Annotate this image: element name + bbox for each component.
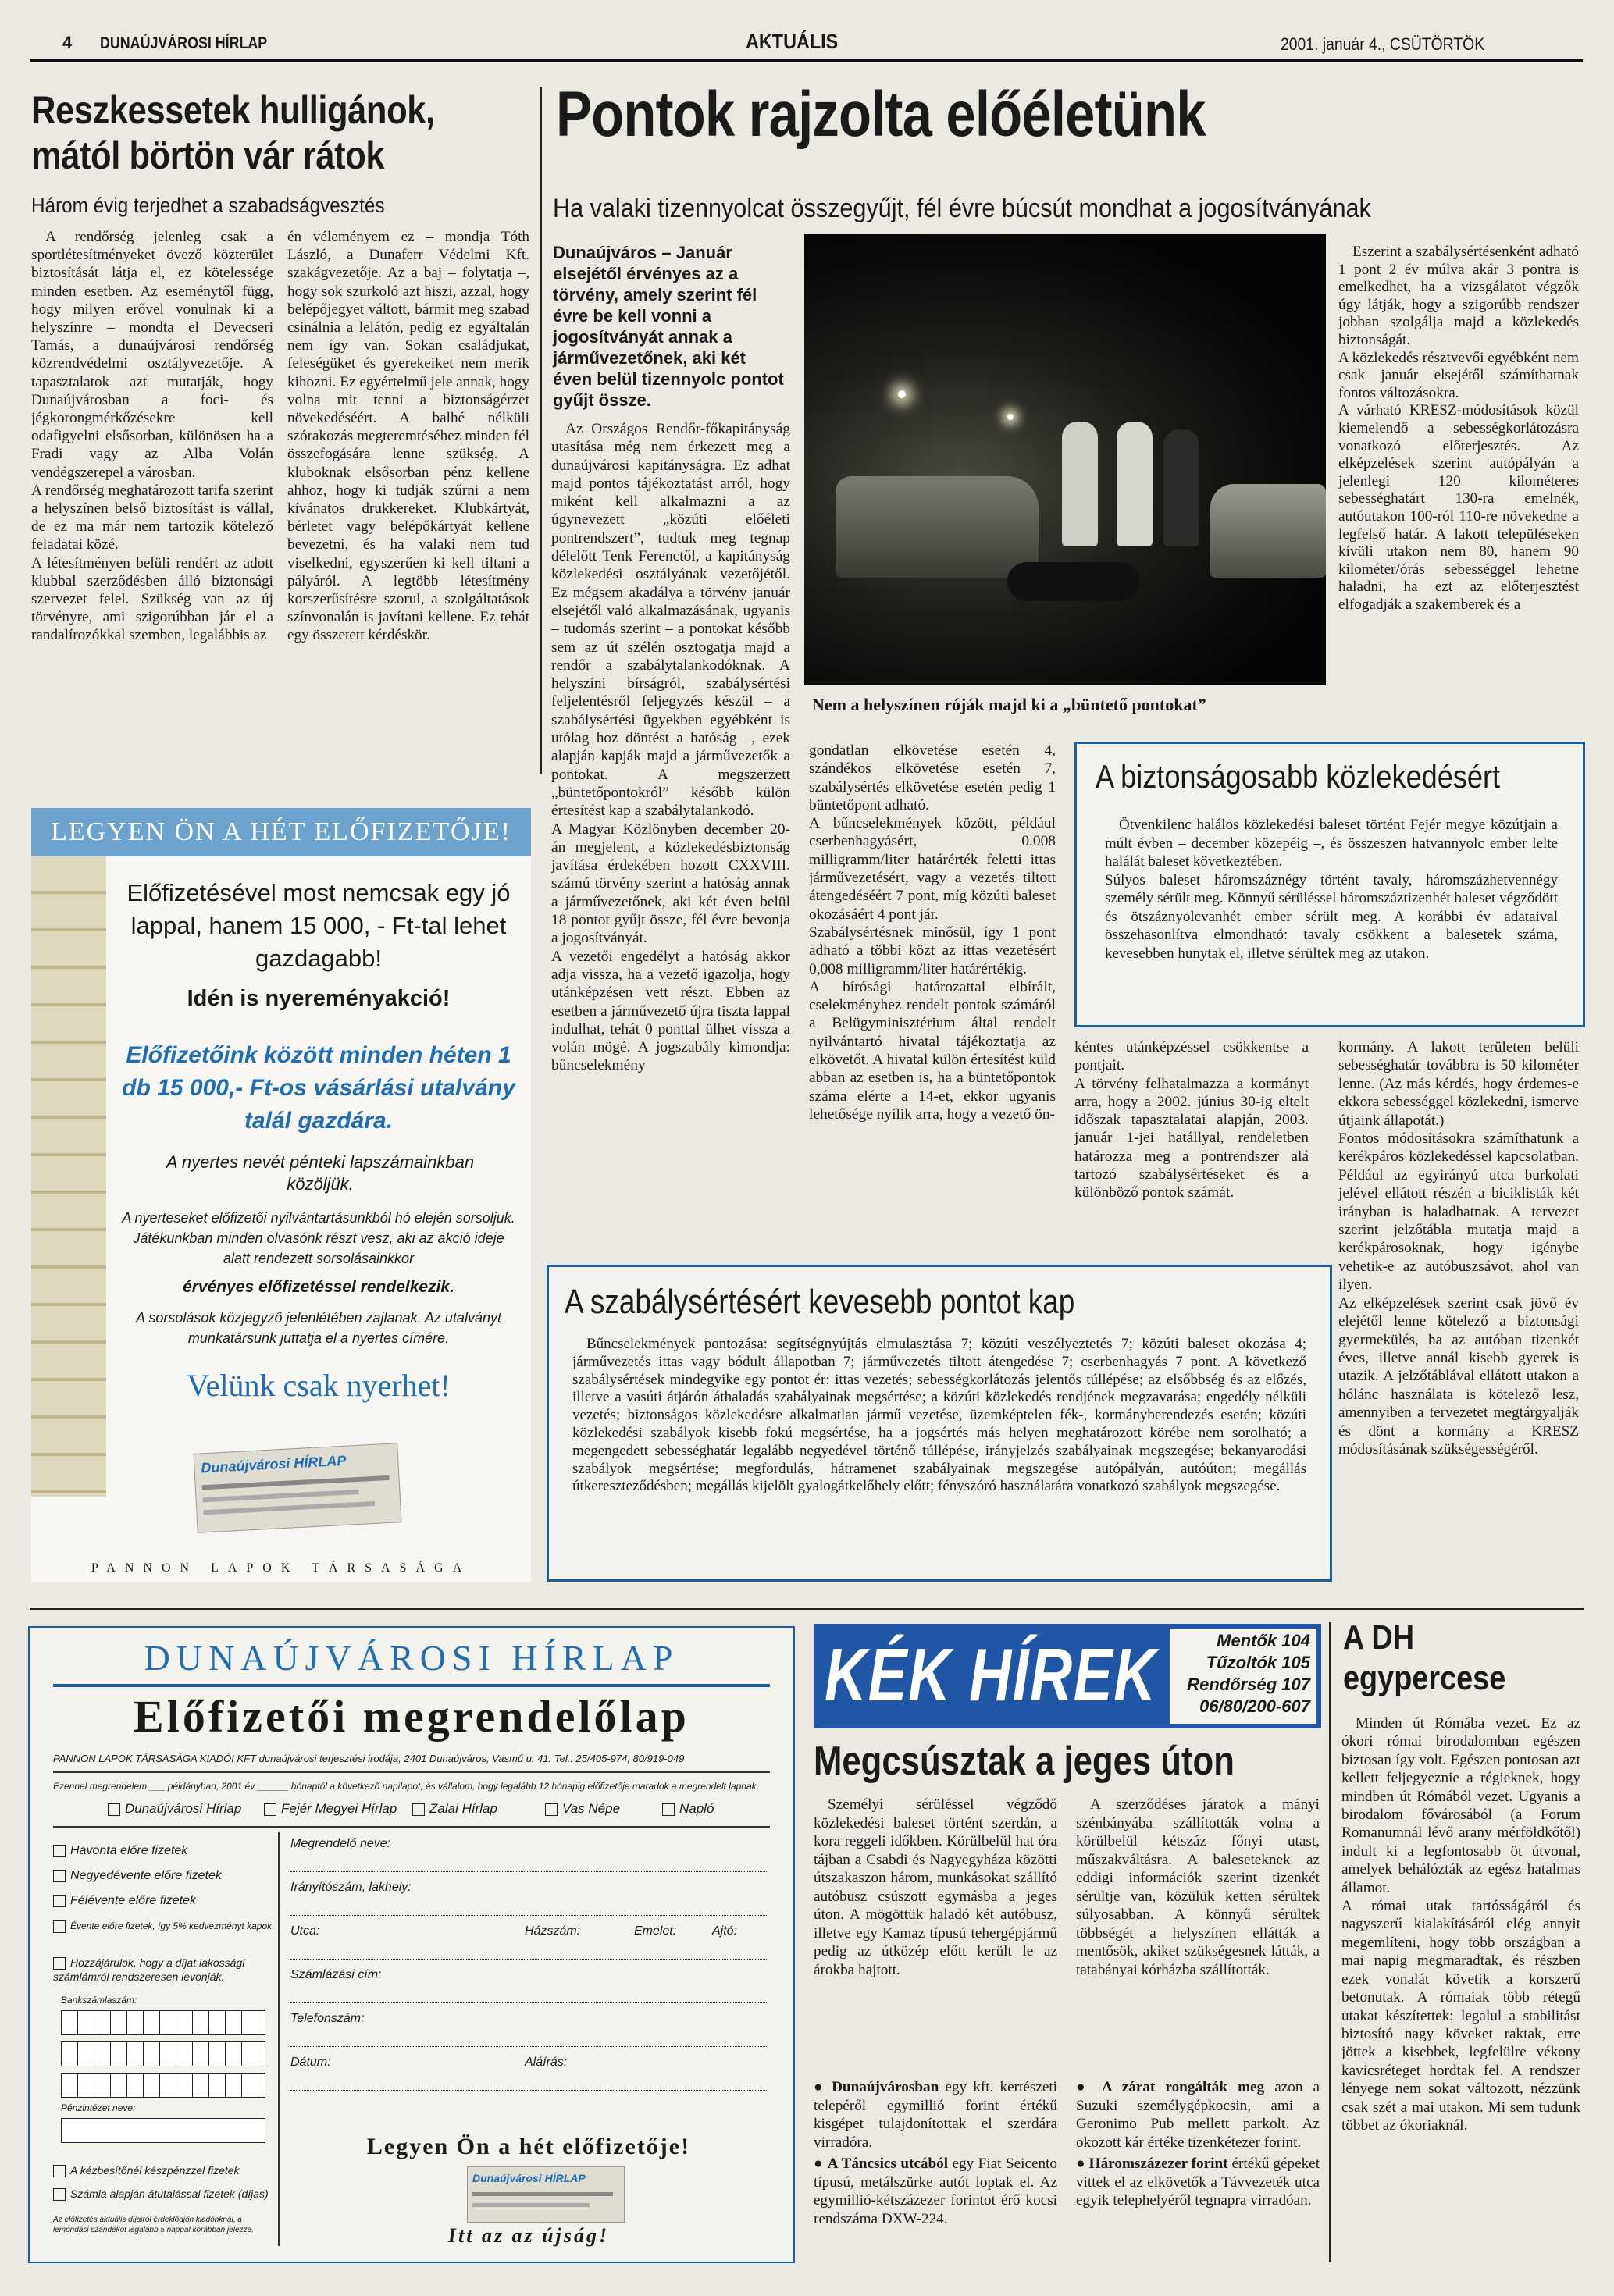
period-options: Havonta előre fizetek Negyedévente előre fizetek Félévente előre fizetek Évente előre fizetek, így 5% kedvezményt kapok	[53, 1839, 280, 1938]
kek-hirek-col2: A szerződéses járatok a mányi szénbányába szállították volna a körülbelül kétszáz főnyi utast, műszakváltásra. A baleseteknek az eddigi információk szerint tizenkét sérültje van, közülük ketten sérültek súlyosabban. A könnyű sérültek többségét a helyszínen ellátták a mentősök, akiket szükségesnek látták, a tatabányai kórházba szállították.	[1076, 1796, 1320, 1978]
newspaper-logo-image: Dunaújvárosi HÍRLAP	[467, 2166, 625, 2223]
checkbox[interactable]	[53, 1920, 66, 1933]
bank-account-input[interactable]	[61, 2010, 265, 2035]
payment-options: A kézbesítőnél készpénzzel fizetek Számla alapján átutalással fizetek (díjas)	[53, 2159, 280, 2205]
promo-line5: A nyerteseket előfizetői nyilvántartásunkból hó elején sorsoljuk. Játékunkban minden olvasónk részt vesz, aki az akció ideje alatt rendezett sorsolásainkkor	[122, 1210, 515, 1266]
article2-headline: Pontok rajzolta előéletünk	[556, 79, 1206, 150]
newspaper-logo-image: Dunaújvárosi HÍRLAP	[194, 1443, 402, 1533]
article2-col3: kéntes utánképzéssel csökkentse a pontjait. A törvény felhatalmazza a kormányt arra, hogy a 2002. június 30-ig eltelt időszak tapasztalatai alapján, 2003. január 1-jei hatállyal, rendeletben határozza meg a pontrendszer alá tartozó szabálysértéseket és a különböző pontok számát.	[1074, 1039, 1309, 1201]
order-form: DUNAÚJVÁROSI HÍRLAP Előfizetői megrendelőlap PANNON LAPOK TÁRSASÁGA KIADÓI KFT dunaújvárosi terjesztési irodája, 2401 Dunaújváros, Vasmű u. 41. Tel.: 25/405-974, 80/919-049 Ezennel megrendelem ___ példányban, 2001 év ______ hónaptól a következő napilapot, és vállalom, hogy legalább 12 hónapig előfizetője maradok a megrendelt lapnak. Dunaújvárosi Hírlap Fejér Megyei Hírlap Zalai Hírlap Vas Népe Napló Havonta előre fizetek Negyedévente előre fizetek Félévente előre fizetek Évente előre fizetek, így 5% kedvezményt kapok Hozzájárulok, hogy a díjat lakossági számlámról rendszeresen levonják. Bankszámlaszám: Pénzintézet neve: A kézbesítőnél készpénzzel fizetek Számla alapján átutalással fizetek (díjas) Az előfizetés aktuális díjairól érdeklődjön kiadónknál, a lemondási szándékot legalább 5 nappal korábban jelezze. Megrendelő neve: Irányítószám, lakhely: Utca: Házszám: Emelet: Ajtó: Számlázási cím: Telefonszám: Dátum: Aláírás: Legyen Ön a hét előfizetője! Dunaújvárosi HÍRLAP Itt az az újság!	[28, 1626, 795, 2263]
fine-print: Az előfizetés aktuális díjairól érdeklődjön kiadónknál, a lemondási szándékot legalább 5 nappal korábban jelezze.	[53, 2216, 254, 2234]
header-rule	[30, 59, 1583, 62]
bank-account-input[interactable]	[61, 2041, 265, 2066]
points-box-text: Bűncselekmények pontozása: segítségnyújtás elmulasztása 7; közúti veszélyeztetés 7; közúti baleset okozása 4; járművezetés ittas vagy bódult állapotban 7; járművezetés tiltott átengedése 7; cserbenhagyás 7 pont. A következő szabálysértések mindegyike egy pontot ér: ittas vezetés; sebességkorlátozás jelentős túllépése; az elsőbbség és az előzés, illetve a vasúti átjárón áthaladás szabályainak megsértése; a közúti közlekedés rendjének megzavarása; engedély nélküli vezetés; biztonságos közlekedésre alkalmatlan jármű vezetése, üzemképtelen fék-, kormányberendezés esetén; közúti közlekedési szabályok kisebb fokú megsértése, ha a jogsértés más helyen meghatározott körébe nem sorolható; a megengedett sebességhatár legalább negyedével történő túllépése, irányjelzés szabályainak megszegése; bekanyarodási szabályok megsértése; megfordulás, hátramenet szabályainak megszegése autópályán, autóúton; megállás útkereszteződésben; megállás kijelölt gyalogátkelőhely előtt; fényszóró használatára vonatkozó szabályok megszegése.	[572, 1336, 1306, 1495]
officer-shape	[1163, 429, 1199, 546]
subscription-promo	[31, 808, 531, 1582]
article2-col2: gondatlan elkövetése esetén 4, szándékos elkövetése esetén 7, szabálysértés elkövetése esetén pedig 1 büntetőpont adható. A bűncselekmények között, például cserbenhagyásért, 0.008 milligramm/liter határérték feletti ittas járművezetésért, vagy a vezetés tiltott átengedéséért 7 pont, míg közúti baleset okozásáért 4 pont jár. Szabálysértésnek minősül, így 1 pont adható a többi közt az ittas vezetésért 0,008 milligramm/liter határértékig. A bírósági határozattal elbírált, cselekményhez rendelt pontok számáról a Belügyminisztérium által rendelt nyilvántartó hivatal tájékoztatja az elkövetőt. A hivatal külön értesítést küld abban az esetben is, ha a büntetőpontok száma elérte a 14-et, ekkor ugyanis lehetősége nyílik arra, hogy a vezető ön-	[809, 742, 1056, 1123]
checkbox[interactable]	[53, 2165, 66, 2177]
order-form-promo: Legyen Ön a hét előfizetője!	[366, 2134, 691, 2159]
page-number: 4	[62, 33, 73, 52]
column-divider	[540, 87, 542, 774]
paper-name: DUNAÚJVÁROSI HÍRLAP	[100, 34, 268, 52]
promo-banner: LEGYEN ÖN A HÉT ELŐFIZETŐJE!	[31, 808, 531, 856]
article2-right-col2: kormány. A lakott területen belüli sebességhatár továbbra is 50 kilométer lenne. (Az más kérdés, hogy érdemes-e ekkora sebességgel közlekedni, ismerve útjaink állapotát.) Fontos módosításokra számíthatunk a kerékpáros közlekedéssel kapcsolatban. Például az egyirányú utca burkolati jelével ellátott részén a biciklisták két irányban is haladhatnak. A tervezet szerint jelzőtábla mutatja majd a kerékpárosoknak, hogy igénybe vehetik-e az autóbuszsávot, ahol van ilyen. Az elképzelések szerint csak jövő év elejétől lenne kötelező a biztonsági gyermekülés, ha az autóban tizenkét éves, illetve annál kisebb gyerek is utazik. A jelzőtáblával ellátott utakon a hólánc használata is kötelező lesz, amennyiben a tervezetet megtárgyalják és dönt a kormány a KRESZ módosításának szükségességéről.	[1338, 1039, 1579, 1458]
article2-col1: Az Országos Rendőr-főkapitányság utasítása még nem érkezett meg a dunaújvárosi kapitányságra. Ez adhat majd pontos tájékoztatást arról, hogy miként kell alkalmazni a az úgynevezett „közúti előéleti pontrendszert”, tudtuk meg tegnap délelőtt Tenk Ferenctől, a kapitányság közlekedési osztályának vezetőjétől. Ez mégsem akadálya a törvény január elsejétől való alkalmazásának, ugyanis – tudomás szerint – a pontokat később sem az út szélén osztogatja majd a rendőr a szabálytalankodóknak. A helyszíni bírságról, szabálysértési feljelentésről feljegyzés készül – a szabálysértési ügyekben egyébként is utólag hoz döntést a hatóság –, ezek alapján kapják majd a járművezetők a pontokat. A megszerzett „büntetőpontokról” később külön értesítést kap a szabálytalankodó. A Magyar Közlönyben december 20-án megjelent, a közlekedésbiztonság javítása érdekében hozott CXXVIII. számú törvény szerint a hatóság annak a járművezetőnek, aki két éven belül 18 pontot gyűjt össze, fél évre bevonja a jogosítványát. A vezetői engedélyt a hatóság akkor adja vissza, ha a vezető igazolja, hogy utánképzésen vett részt. Ebben az esetben a járművezető újra tiszta lappal indulhat, tehát 0 ponttal ülhet vissza a volán mögé. A jogszabály kimondja: bűncselekmény	[551, 421, 790, 1074]
points-box	[547, 1265, 1332, 1582]
promo-line6: érvényes előfizetéssel rendelkezik.	[183, 1278, 454, 1296]
order-line: Ezennel megrendelem ___ példányban, 2001 év ______ hónaptól a következő napilapot, és vállalom, hogy legalább 12 hónapig előfizetője maradok a megrendelt lapnak.	[53, 1781, 759, 1792]
checkbox[interactable]	[53, 1870, 66, 1882]
promo-line2: Idén is nyereményakció!	[187, 986, 451, 1011]
promo-line7: A sorsolások közjegyző jelenlétében zajlanak. Az utalványt munkatársunk juttatja el a nyertes címére.	[136, 1310, 501, 1346]
points-box-title: A szabálysértésért kevesebb pontot kap	[565, 1283, 1075, 1321]
car-shape	[836, 476, 1039, 578]
article2-right-col1: Eszerint a szabálysértésenként adható 1 pont 2 év múlva akár 3 pontra is emelkedhet, ha a vizsgálatot végzők úgy látják, hogy a szigorúbb rendszer jobban szolgálja majd a közlekedés biztonságát. A közlekedés résztvevői egyébként nem csak január elsejétől számíthatnak fontos változásokra. A várható KRESZ-módosítások közül kiemelendő a sebességkorlátozásra vonatkozó előterjesztés. Az elképzelések szerint autópályán a jelenlegi 120 kilométeres sebességhatárt 130-ra emelnék, autóutakon 100-ról 110-re növekedne a legfelső határ. A lakott településeken kívüli utakon nem 80, hanem 90 kilométer/órás sebességgel lehetne haladni, ha ezt az előterjesztést elfogadják a szakemberek és a	[1338, 244, 1579, 613]
car-shape	[1210, 484, 1326, 578]
order-form-publisher: PANNON LAPOK TÁRSASÁGA KIADÓI KFT dunaújvárosi terjesztési irodája, 2401 Dunaújváros, Vasmű u. 41. Tel.: 25/405-974, 80/919-049	[53, 1753, 685, 1764]
emergency-contacts: Mentők 104 Tűzoltók 105 Rendőrség 107 06/80/200-607	[1170, 1629, 1316, 1724]
paper-options: Dunaújvárosi Hírlap Fejér Megyei Hírlap Zalai Hírlap Vas Népe Napló	[53, 1801, 770, 1823]
checkbox[interactable]	[53, 1895, 66, 1907]
checkbox[interactable]	[412, 1803, 425, 1816]
officer-shape	[1117, 422, 1153, 546]
order-form-title: Előfizetői megrendelőlap	[134, 1691, 689, 1742]
bank-option: Hozzájárulok, hogy a díjat lakossági számlámról rendszeresen levonják.	[53, 1956, 245, 1984]
safety-box-title: A biztonságosabb közlekedésért	[1096, 758, 1501, 795]
checkbox[interactable]	[264, 1803, 276, 1816]
checkbox[interactable]	[53, 1957, 66, 1970]
article1-col1: A rendőrség jelenleg csak a sportlétesítményeket övező közterület biztosítását látja el, ez kötelessége minden esetben. Az eseménytől függ, hogy milyen erővel vonulnak ki a helyszínre – mondta el Devecseri Tamás, a dunaújvárosi rendőrség közrendvédelmi osztályvezetője. A tapasztalatok azt mutatják, hogy Dunaújvárosban a foci- és jégkorongmérkőzésekre kell odafigyelni elsősorban, különösen ha a Fradi vagy az Alba Volán vendégszerepel a városban. A rendőrség meghatározott tarifa szerint a helyszínen belső biztosítást is vállal, de ez ma már nem tartozik kötelező feladatai közé. A létesítményen belüli rendért az adott klubbal szerződésben álló biztonsági szervezet felel. Szükség van az új törvényre, ami szigorúbban jár el a randalírozókkal szemben, legalábbis az	[31, 229, 273, 644]
promo-footer: PANNON LAPOK TÁRSASÁGA	[91, 1561, 472, 1575]
kek-hirek-col1: Személyi sérüléssel végződő közlekedési baleset történt szerdán, a kora reggeli időkben. Körülbelül hat óra tájban a Csabdi és Nagyegyháza közötti útszakaszon három, munkásokat szállító autóbusz csúszott egymásba a jeges úton. A mögöttük haladó két autóbusz, illetve egy Kamaz típusú tehergépjármű pedig az útközép előtt került le az árokba hajtott.	[814, 1796, 1057, 1978]
checkbox[interactable]	[53, 1845, 66, 1857]
officer-shape	[1062, 422, 1098, 546]
checkbox[interactable]	[53, 2188, 66, 2201]
kek-hirek-banner	[814, 1624, 1321, 1728]
promo-line8: Velünk csak nyerhet!	[187, 1368, 451, 1403]
article1-headline: Reszkessetek hulligánok, mától börtön vár rátok	[31, 88, 435, 177]
issue-date: 2001. január 4., CSÜTÖRTÖK	[1281, 34, 1485, 54]
section-name: AKTUÁLIS	[746, 30, 839, 53]
checkbox[interactable]	[662, 1803, 675, 1816]
checkbox[interactable]	[108, 1803, 120, 1816]
promo-line3: Előfizetőink között minden héten 1 db 15 000,- Ft-os vásárlási utalvány talál gazdára.	[122, 1042, 515, 1134]
order-form-slogan: Itt az az újság!	[447, 2224, 610, 2247]
safety-box	[1074, 742, 1585, 1027]
article1-subhead: Három évig terjedhet a szabadságvesztés	[31, 194, 385, 217]
column-divider	[1329, 1622, 1331, 2262]
bank-label: Bankszámlaszám:	[61, 1995, 137, 2006]
kek-hirek-briefs-left: ● Dunaújvárosban egy kft. kertészeti telepéről egymillió forint értékű kisgépet tulajdonítottak el szerdára virradóra. ● A Táncsics utcából egy Fiat Seicento típusú, metálszürke autót loptak el. Az egymillió-kétszázezer forintot érő kocsi rendszáma DXW-224.	[814, 2079, 1057, 2227]
section-divider	[30, 1608, 1584, 1610]
checkbox[interactable]	[545, 1803, 558, 1816]
kek-hirek-title: KÉK HÍREK	[825, 1633, 1157, 1717]
kek-hirek-headline: Megcsúsztak a jeges úton	[814, 1739, 1235, 1784]
kek-hirek-briefs-right: ● A zárat rongálták meg azon a Suzuki személygépkocsin, ami a Geronimo Pub mellett parkolt. Az okozott kár értéke tizenkétezer forint. ● Háromszázezer forint értékű gépeket vittek el az elkövetők a Távvezeték utca egyik telephelyéről tegnapra virradóan.	[1076, 2079, 1320, 2209]
institution-label: Pénzintézet neve:	[61, 2102, 136, 2113]
coupon-strip	[31, 856, 106, 1497]
promo-line4: A nyertes nevét pénteki lapszámainkban közöljük.	[166, 1152, 475, 1194]
safety-box-text: Ötvenkilenc halálos közlekedési baleset történt Fejér megye közútjain a múlt évben – december közepéig –, és összeszen hatvannyolc ember lelte halálát baleset következtében. Súlyos baleset háromszáznégy történt tavaly, háromszázhetvennégy személy sérült meg. Könnyű sérüléssel háromszáztizenhét baleset végződött és ötszáznyolcvanhét ember sérült meg. A korábbi év adataival összehasonlítva elmondható: tavaly csökkent a balesetek száma, kevesebben hunytak el, illetve sérültek meg az utakon.	[1105, 817, 1558, 962]
accident-photo	[804, 234, 1326, 685]
order-form-masthead: DUNAÚJVÁROSI HÍRLAP	[144, 1638, 679, 1678]
institution-input[interactable]	[61, 2118, 265, 2143]
dh-minute-text: Minden út Rómába vezet. Ez az ókori római birodalomban egészen biztosan így volt. Egészen pontosan azt kellett feljegyeznie a régieknek, hogy mindben út Rómából vezet. Ugyanis a birodalom fővárosából (a Forum Romanumnál lévő arany mérföldkőtől) indult ki a legfontosabb öt útvonal, amelyek behálózták az egész hatalmas államot. A római utak tartósságáról és nagyszerű kialakításáról elég annyit megemlíteni, hogy több országban a mai napig megmaradtak, és részben ezek vonalát követik a korszerű betonutak. A rómaiak több rétegű utakat készítettek: legalul a stabilitást biztosító nagy köveket raktak, erre jöttek a kisebbek, legfelülre vékony kavicsréteget hordtak fel. A rendszer lényege nem sokat változott, nézzünk csak szét a mai utakon. Mi sem tudunk többet az ókoriaknál.	[1341, 1715, 1580, 2134]
dh-minute-title: A DH egypercese	[1343, 1618, 1506, 1697]
article2-lead: Dunaújváros – Január elsejétől érvényes az a törvény, amely szerint fél évre be kell vonni a jogosítványát annak a járművezetőnek, aki két éven belül tizennyolc pontot gyűjt össze.	[553, 243, 784, 410]
article1-col2: én véleményem ez – mondja Tóth László, a Dunaferr Védelmi Kft. szakágvezetője. Az a baj – folytatja –, hogy sok szurkoló azt hiszi, azzal, hogy belépőjegyet váltott, bármit meg szabad csinálnia a lelátón, pedig ez egyáltalán nem így van. Sokan családjukat, feleségüket és gyerekeiket nem merik kihozni. Ez egyértelmű jele annak, hogy volna mit tenni a biztonságérzet növekedéséért. A balhé nélküli szórakozás megteremtéséhez minden fél összefogására lenne szükség. A kluboknak elsősorban pénz kellene ahhoz, hogy ki tudják szűrni a nem kívánatos drukkereket. Klubkártyát, bérletet vagy belépőkártyát kellene bevezetni, és ha valaki nem tud viselkedni, egyszerűen ki kell tiltani a pályáról. A legtöbb létesítmény korszerűsítésre szorul, a szolgáltatások színvonalán is javítani kellene. Ez tehát egy összetett kérdéskör.	[287, 229, 529, 644]
body-cover-shape	[1007, 562, 1140, 601]
bank-account-input[interactable]	[61, 2073, 265, 2098]
article2-subhead: Ha valaki tizennyolcat összegyűjt, fél évre búcsút mondhat a jogosítványának	[553, 194, 1371, 223]
promo-line1: Előfizetésével most nemcsak egy jó lappal, hanem 15 000, - Ft-tal lehet gazdagabb!	[126, 879, 511, 972]
photo-caption: Nem a helyszínen róják majd ki a „büntető pontokat”	[812, 695, 1206, 714]
